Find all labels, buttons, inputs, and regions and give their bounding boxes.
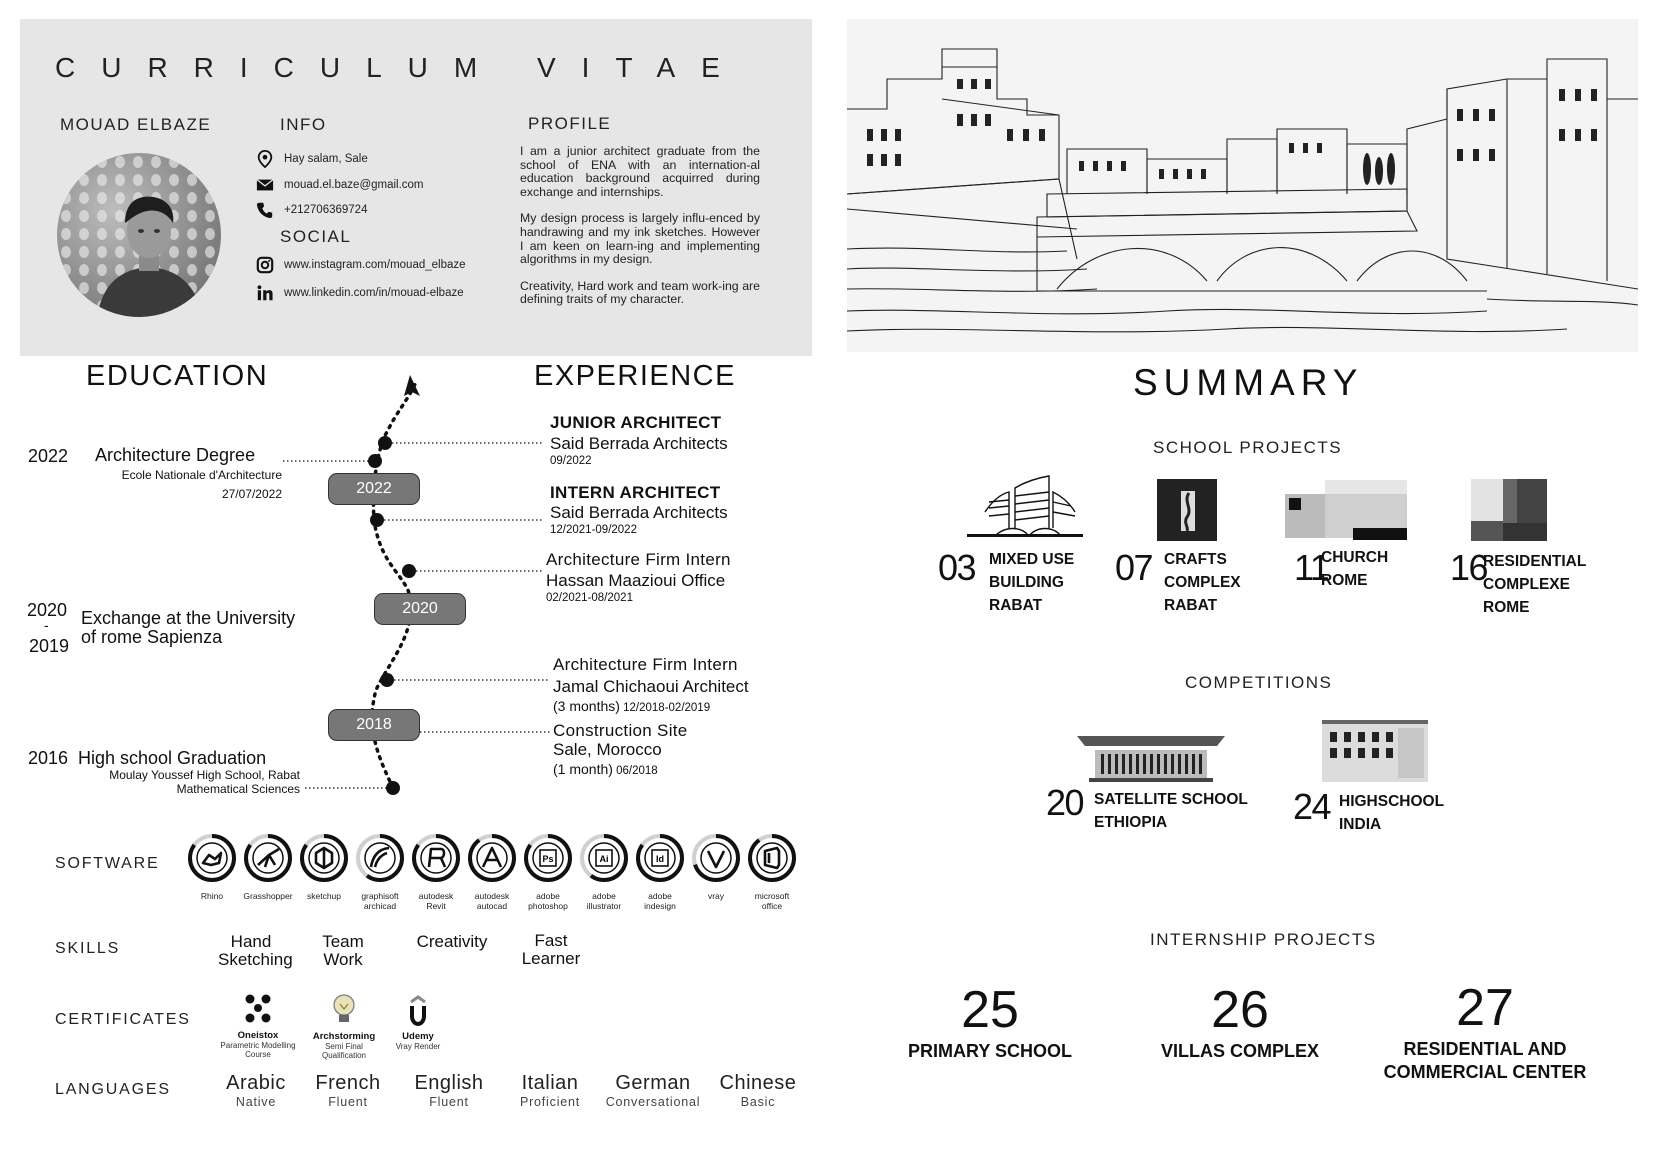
- software-item: [744, 833, 800, 911]
- edu-subtitle: Moulay Youssef High School, Rabat: [109, 768, 300, 782]
- software-label-text: [632, 891, 688, 911]
- skill-line: Learner: [521, 949, 581, 968]
- software-label-text: [296, 891, 352, 901]
- internship-number: 27: [1456, 979, 1514, 1037]
- indesign-icon: [635, 833, 685, 883]
- certificate-item: [213, 993, 303, 1059]
- info-heading: INFO: [280, 115, 327, 134]
- language-name: Arabic: [226, 1072, 286, 1094]
- project-name: [1164, 548, 1241, 617]
- project-name-line: BUILDING: [989, 574, 1064, 591]
- project-name: [1321, 546, 1388, 592]
- skill-line: Work: [323, 950, 363, 969]
- experience-heading: EXPERIENCE: [534, 360, 736, 392]
- instagram-row: [256, 256, 466, 274]
- exp-date: 09/2022: [550, 455, 592, 467]
- exp-company: Said Berrada Architects: [550, 503, 728, 522]
- edu-title: Exchange at the University: [81, 608, 296, 628]
- year-pill-2020: 2020: [374, 593, 466, 625]
- skill-line: Team: [322, 932, 364, 951]
- competition-number: 20: [1046, 782, 1084, 823]
- education-heading: EDUCATION: [86, 360, 269, 392]
- linkedin-row: [256, 284, 464, 302]
- exp-date-row: [553, 761, 658, 777]
- project-number: 11: [1294, 547, 1329, 588]
- software-label-text: [352, 891, 408, 911]
- software-label-text: [240, 891, 296, 901]
- skill-line: Creativity: [416, 932, 488, 951]
- exp-date: 12/2018-02/2019: [623, 702, 711, 714]
- envelope-icon: [256, 176, 274, 194]
- skill-item: [310, 933, 376, 969]
- office-icon: [747, 833, 797, 883]
- skills-label: SKILLS: [55, 940, 121, 957]
- software-item: [688, 833, 744, 901]
- skill-line: Sketching: [218, 950, 293, 969]
- project-name: [989, 548, 1074, 617]
- certificate-detail: Course: [245, 1050, 271, 1059]
- software-label: SOFTWARE: [55, 855, 160, 872]
- competition-name: [1094, 788, 1248, 834]
- exp-role: INTERN ARCHITECT: [550, 483, 721, 502]
- location-pin-icon: [256, 150, 274, 168]
- software-name-line: Rhino: [200, 891, 224, 901]
- software-item: [408, 833, 464, 911]
- linkedin-icon: [256, 284, 274, 302]
- language-level: Fluent: [328, 1095, 368, 1109]
- internship-name: PRIMARY SCHOOL: [907, 1041, 1072, 1061]
- archicad-icon: [355, 833, 405, 883]
- edu-year: 2022: [28, 446, 69, 466]
- language-item: [712, 1072, 804, 1109]
- internship-name: VILLAS COMPLEX: [1160, 1041, 1319, 1061]
- competition-number: 24: [1293, 786, 1331, 827]
- edu-subtitle: Mathematical Sciences: [176, 782, 300, 796]
- competition-name-line: INDIA: [1339, 816, 1382, 833]
- certificates-label: CERTIFICATES: [55, 1011, 191, 1028]
- svg-text:Ai: Ai: [599, 854, 609, 864]
- residential-complex-icon: [1469, 477, 1551, 543]
- person-name: MOUAD ELBAZE: [60, 115, 212, 134]
- crafts-complex-icon: [1155, 477, 1219, 543]
- profile-photo: [57, 153, 221, 317]
- school-projects-heading: SCHOOL PROJECTS: [1153, 438, 1343, 457]
- software-item: [352, 833, 408, 911]
- skill-item: [516, 932, 586, 968]
- skill-item: [406, 933, 498, 951]
- software-label-text: [744, 891, 800, 911]
- software-item: [632, 833, 688, 911]
- address-text: Hay salam, Sale: [284, 153, 368, 165]
- church-icon: [1283, 480, 1409, 542]
- illustrator-icon: [579, 833, 629, 883]
- internship-project: [1140, 980, 1340, 1063]
- project-name: [1483, 550, 1586, 619]
- internship-number: 25: [961, 981, 1019, 1039]
- software-item: [520, 833, 576, 911]
- certificate-detail: Qualification: [321, 1051, 367, 1060]
- phone-text: +212706369724: [284, 204, 368, 216]
- project-name-line: RABAT: [989, 597, 1043, 614]
- language-item: [404, 1072, 494, 1109]
- udemy-logo-icon: [387, 994, 449, 1026]
- language-name: Chinese: [719, 1072, 797, 1094]
- language-name: French: [315, 1072, 381, 1094]
- internship-number: 26: [1211, 981, 1269, 1039]
- software-name-line: archicad: [363, 901, 397, 911]
- project-name-line: MIXED USE: [989, 551, 1075, 568]
- project-name-line: COMPLEXE: [1483, 576, 1570, 593]
- oneistox-logo-icon: [213, 993, 303, 1025]
- language-level: Basic: [740, 1095, 776, 1109]
- software-name-line: adobe: [592, 891, 616, 901]
- software-item: [296, 833, 352, 901]
- software-name-line: illustrator: [586, 901, 622, 911]
- grasshopper-icon: [243, 833, 293, 883]
- software-label-text: [520, 891, 576, 911]
- software-name-line: adobe: [648, 891, 672, 901]
- autocad-icon: [467, 833, 517, 883]
- language-level: Conversational: [605, 1095, 701, 1109]
- exp-date: 02/2021-08/2021: [546, 592, 633, 604]
- revit-icon: [411, 833, 461, 883]
- linkedin-link[interactable]: www.linkedin.com/in/mouad-elbaze: [284, 287, 464, 299]
- project-name-line: ROME: [1483, 599, 1530, 616]
- instagram-link[interactable]: www.instagram.com/mouad_elbaze: [284, 259, 466, 271]
- internship-name: RESIDENTIAL AND: [1403, 1039, 1567, 1059]
- edu-year: 2019: [29, 636, 70, 656]
- competition-name-line: HIGHSCHOOL: [1339, 793, 1445, 810]
- software-name-line: Revit: [426, 901, 446, 911]
- skill-item: [218, 932, 293, 969]
- competition-name-line: ETHIOPIA: [1094, 814, 1168, 831]
- certificate-item: [387, 994, 449, 1051]
- satellite-school-icon: [1077, 736, 1225, 784]
- profile-paragraph: My design process is largely influ-enced by handrawing and my ink sketches. However I am keen on learn-ing and implementing algorithms in my design.: [520, 211, 760, 267]
- software-name-line: vray: [707, 891, 725, 901]
- project-name-line: COMPLEX: [1164, 574, 1241, 591]
- software-name-line: adobe: [536, 891, 560, 901]
- sketchup-icon: [299, 833, 349, 883]
- project-name-line: RESIDENTIAL: [1483, 553, 1587, 570]
- year-pill-2022: 2022: [328, 473, 420, 505]
- software-label-text: [576, 891, 632, 911]
- skill-line: Hand: [230, 932, 272, 951]
- exp-date: 12/2021-09/2022: [550, 524, 637, 536]
- internship-heading: INTERNSHIP PROJECTS: [1150, 930, 1377, 949]
- profile-paragraph: Creativity, Hard work and team work-ing are defining traits of my character.: [520, 278, 760, 307]
- exp-role: Architecture Firm Intern: [546, 550, 731, 569]
- certificate-item: [303, 992, 385, 1060]
- software-name-line: Grasshopper: [243, 891, 293, 901]
- language-level: Native: [235, 1095, 277, 1109]
- exp-date: 06/2018: [616, 765, 658, 777]
- exp-company: Jamal Chichaoui Architect: [553, 677, 749, 696]
- photoshop-icon: [523, 833, 573, 883]
- project-number: 16: [1450, 547, 1488, 588]
- phone-row: [256, 201, 367, 219]
- software-label-text: [184, 891, 240, 901]
- exp-role: Architecture Firm Intern: [553, 655, 738, 674]
- internship-project: [1370, 978, 1600, 1084]
- edu-year-dash: -: [44, 617, 49, 633]
- highschool-icon: [1320, 720, 1430, 782]
- language-level: Fluent: [429, 1095, 469, 1109]
- project-name-line: CHURCH: [1321, 549, 1389, 566]
- software-list: [184, 833, 804, 913]
- edu-subtitle: Ecole Nationale d'Architecture: [121, 468, 282, 482]
- software-name-line: office: [761, 901, 783, 911]
- project-name-line: CRAFTS: [1164, 551, 1227, 568]
- social-heading: SOCIAL: [280, 227, 352, 246]
- certificate-detail: Parametric Modelling: [220, 1041, 296, 1050]
- edu-title: Architecture Degree: [95, 445, 256, 465]
- mixed-use-building-icon: [965, 472, 1085, 544]
- software-name-line: microsoft: [754, 891, 790, 901]
- svg-text:Id: Id: [656, 854, 664, 864]
- language-item: [214, 1072, 298, 1109]
- exp-role: JUNIOR ARCHITECT: [550, 413, 722, 432]
- software-name-line: sketchup: [306, 891, 342, 901]
- exp-company: Sale, Morocco: [553, 740, 662, 759]
- software-name-line: autodesk: [474, 891, 510, 901]
- software-name-line: autodesk: [418, 891, 454, 901]
- exp-date-row: [553, 698, 710, 714]
- language-name: German: [615, 1072, 691, 1094]
- software-name-line: graphisoft: [361, 891, 399, 901]
- exp-role: Construction Site: [553, 721, 688, 740]
- email-text[interactable]: mouad.el.baze@gmail.com: [284, 179, 424, 191]
- language-item: [598, 1072, 708, 1109]
- bridge-sketch: [847, 19, 1638, 352]
- exp-duration: (3 months): [553, 698, 620, 714]
- competition-name: [1339, 790, 1444, 836]
- software-name-line: indesign: [644, 901, 676, 911]
- edu-title: High school Graduation: [78, 748, 267, 768]
- year-pill-2018: 2018: [328, 709, 420, 741]
- edu-year: 2016: [28, 748, 69, 768]
- languages-label: LANGUAGES: [55, 1081, 171, 1098]
- software-item: [576, 833, 632, 911]
- language-name: English: [414, 1072, 484, 1094]
- project-name-line: RABAT: [1164, 597, 1218, 614]
- internship-project: [890, 980, 1090, 1063]
- profile-paragraph: I am a junior architect graduate from the school of ENA with an internation-al education background acquirred during exchange and internships.: [520, 144, 760, 199]
- instagram-icon: [256, 256, 274, 274]
- email-row: [256, 176, 424, 194]
- edu-title: of rome Sapienza: [81, 627, 223, 647]
- language-name: Italian: [521, 1072, 579, 1094]
- competition-name-line: SATELLITE SCHOOL: [1094, 791, 1248, 808]
- competitions-heading: COMPETITIONS: [1185, 673, 1333, 692]
- edu-date: 27/07/2022: [221, 487, 282, 501]
- certificate-name: Archstorming: [312, 1031, 376, 1042]
- cv-title: CURRICULUM VITAE: [55, 52, 746, 83]
- language-item: [508, 1072, 592, 1109]
- language-level: Proficient: [519, 1095, 581, 1109]
- certificate-name: Oneistox: [237, 1030, 279, 1041]
- project-number: 07: [1115, 547, 1153, 588]
- summary-title: SUMMARY: [1133, 362, 1364, 403]
- vray-icon: [691, 833, 741, 883]
- rhino-icon: [187, 833, 237, 883]
- profile-text: [520, 145, 760, 307]
- archstorming-bulb-icon: [303, 992, 385, 1026]
- software-item: [240, 833, 296, 901]
- exp-company: Said Berrada Architects: [550, 434, 728, 453]
- project-name-line: ROME: [1321, 572, 1368, 589]
- language-item: [306, 1072, 390, 1109]
- software-label-text: [688, 891, 744, 901]
- project-number: 03: [938, 547, 976, 588]
- software-name-line: photoshop: [528, 901, 568, 911]
- address-row: [256, 150, 368, 168]
- phone-icon: [256, 201, 274, 219]
- software-item: [464, 833, 520, 911]
- software-item: [184, 833, 240, 901]
- certificate-detail: Semi Final: [325, 1042, 363, 1051]
- profile-heading: PROFILE: [528, 114, 612, 133]
- software-label-text: [464, 891, 520, 911]
- internship-name: COMMERCIAL CENTER: [1383, 1062, 1587, 1082]
- certificate-name: Udemy: [402, 1031, 434, 1042]
- skill-line: Fast: [534, 931, 568, 950]
- exp-company: Hassan Maazioui Office: [546, 571, 726, 590]
- svg-text:Ps: Ps: [542, 854, 554, 864]
- software-name-line: autocad: [476, 901, 508, 911]
- certificate-detail: Vray Render: [395, 1042, 441, 1051]
- software-label-text: [408, 891, 464, 911]
- exp-duration: (1 month): [553, 761, 613, 777]
- edu-year: 2020: [27, 600, 68, 620]
